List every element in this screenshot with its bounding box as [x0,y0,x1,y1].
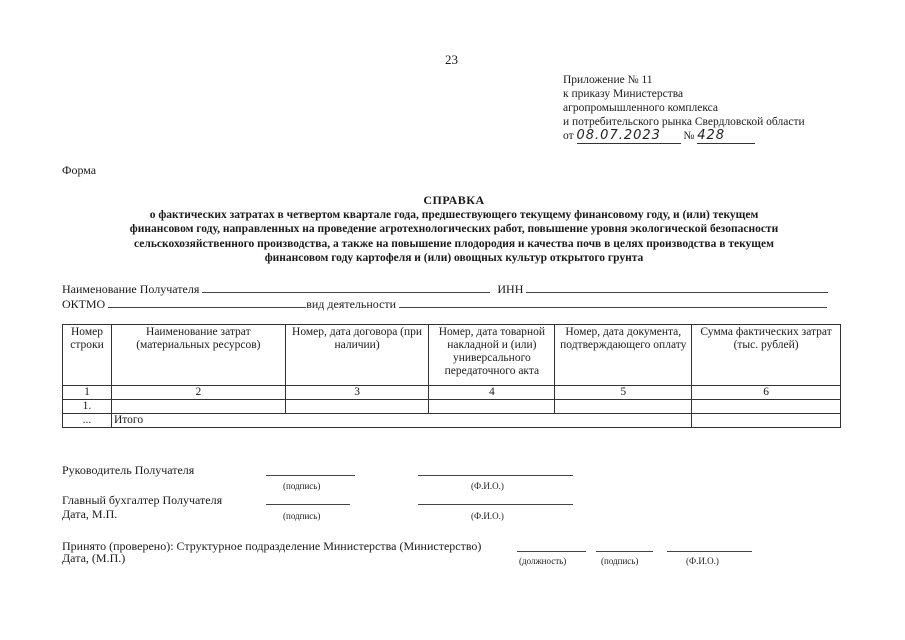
accepted-fio-hint: (Ф.И.О.) [686,556,719,566]
expenses-table [62,324,841,428]
appendix-block [563,73,805,144]
accountant-label: Главный бухгалтер Получателя [62,493,223,507]
col-number-2: 2 [111,386,285,400]
title-line-3: сельскохозяйственного производства, а также на повышение плодородия и качества почв в целях производства в текущем [134,237,774,250]
row-cell-payment[interactable] [555,400,692,414]
order-date [577,129,681,144]
inn-input[interactable] [526,282,828,293]
page-number: 23 [445,52,458,67]
recipient-name-input[interactable] [202,282,490,293]
col-number-5: 5 [555,386,692,400]
accepted-position-line[interactable] [517,550,586,552]
title-line-4: финансовом году картофеля и (или) овощных культур открытого грунта [264,252,644,264]
head-label: Руководитель Получателя [62,463,195,477]
head-fio-hint: (Ф.И.О.) [471,481,504,491]
col-header-6: Сумма фактических затрат (тыс. рублей) [692,325,841,386]
head-fio-line[interactable] [418,474,573,476]
total-row-number: ... [63,414,112,428]
row-number: 1. [63,400,112,414]
activity-label: вид деятельности [306,297,397,311]
order-number [697,129,755,144]
accountant-signature-hint: (подпись) [283,511,321,521]
total-sum-cell[interactable] [692,414,841,428]
activity-input[interactable] [399,297,827,308]
row-cell-contract[interactable] [285,400,429,414]
date-mp2-label: Дата, (М.П.) [62,551,126,565]
appendix-date-line [563,129,805,144]
oktmo-input[interactable] [108,297,306,308]
column-number-row [63,386,841,400]
col-header-5: Номер, дата документа, подтверждающего оплату [555,325,692,386]
order-date-value: 08.07.2023 [576,128,661,143]
accountant-signature-line[interactable] [266,503,350,505]
accountant-fio-hint: (Ф.И.О.) [471,511,504,521]
col-header-3: Номер, дата договора (при наличии) [285,325,429,386]
accepted-signature-hint: (подпись) [601,556,639,566]
accountant-fio-line[interactable] [418,503,573,505]
table-header-row [63,325,841,386]
order-number-value: 428 [697,128,726,143]
row-cell-name[interactable] [111,400,285,414]
head-signature-hint: (подпись) [283,481,321,491]
date-mp-label: Дата, М.П. [62,507,118,521]
accepted-label: Принято (проверено): Структурное подразделение Министерства (Министерство) [62,539,482,553]
title-main: СПРАВКА [423,193,485,207]
col-number-3: 3 [285,386,429,400]
document-title [60,193,848,266]
appendix-line-3: агропромышленного комплекса [563,102,719,114]
col-number-1: 1 [63,386,112,400]
oktmo-row [62,297,827,312]
accepted-position-hint: (должность) [519,556,567,566]
appendix-line-4: и потребительского рынка Свердловской области [563,116,805,128]
col-number-4: 4 [429,386,555,400]
number-prefix: № [683,130,695,142]
recipient-name-row [62,282,828,297]
title-line-1: о фактических затратах в четвертом квартале года, предшествующего текущему финансовому году, и (или) текущем [149,208,759,221]
accepted-signature-line[interactable] [596,550,653,552]
appendix-line-2: к приказу Министерства [563,88,684,100]
row-cell-invoice[interactable] [429,400,555,414]
total-row [63,414,841,428]
form-label: Форма [62,163,97,177]
recipient-name-label: Наименование Получателя [62,282,200,296]
accepted-fio-line[interactable] [667,550,752,552]
col-header-2: Наименование затрат (материальных ресурсов) [111,325,285,386]
row-cell-sum[interactable] [692,400,841,414]
total-label: Итого [111,414,691,428]
head-signature-line[interactable] [266,474,355,476]
oktmo-label: ОКТМО [62,297,106,311]
date-prefix: от [563,130,574,142]
title-line-2: финансовом году, направленных на проведение агротехнологических работ, повышение уровня экологической безопасности [129,223,779,235]
appendix-line-1: Приложение № 11 [563,74,653,86]
col-header-1: Номер строки [63,325,112,386]
table-row [63,400,841,414]
inn-label: ИНН [497,282,524,296]
col-number-6: 6 [692,386,841,400]
col-header-4: Номер, дата товарной накладной и (или) универсального передаточного акта [429,325,555,386]
